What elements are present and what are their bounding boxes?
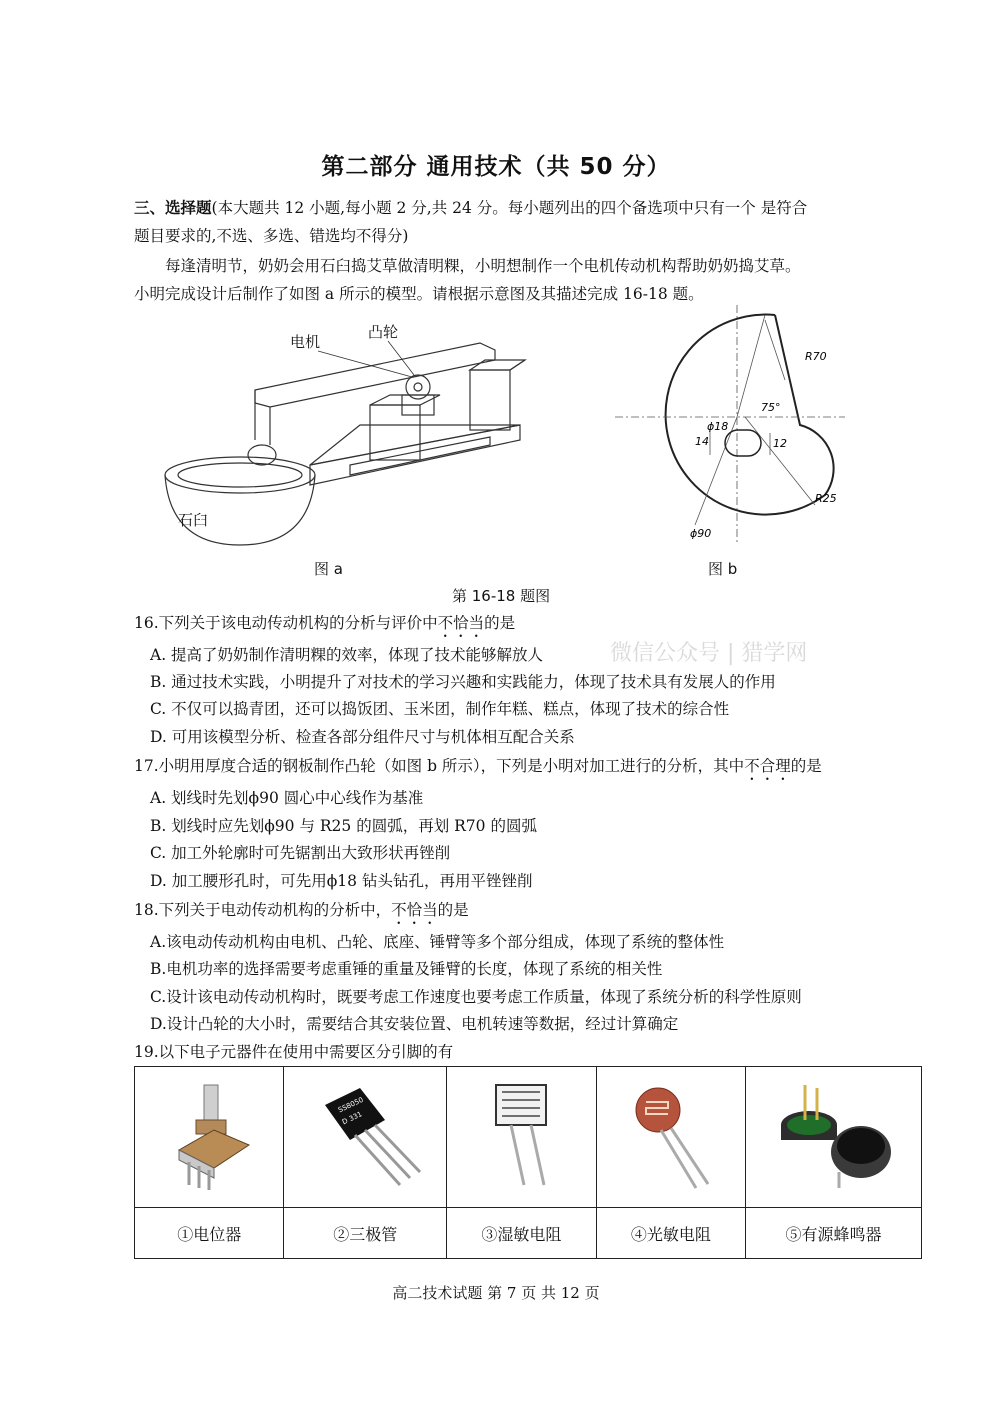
q17-stem: 17.小明用厚度合适的钢板制作凸轮（如图 b 所示），下列是小明对加工进行的分析，其中不合理的是	[134, 757, 822, 775]
potentiometer-icon	[154, 1080, 264, 1190]
page-title: 第二部分 通用技术（共 50 分）	[321, 154, 671, 180]
label-cam: 凸轮	[368, 323, 399, 341]
q18-stem: 18.下列关于电动传动机构的分析中，不恰当的是	[134, 901, 469, 919]
q18-option-d[interactable]: D.设计凸轮的大小时，需要结合其安装位置、电机转速等数据，经过计算确定	[150, 1015, 679, 1033]
photoresistor-icon	[616, 1080, 726, 1190]
section-description-line1: 三、选择题(本大题共 12 小题,每小题 2 分,共 24 分。每小题列出的四个备选项中只有一个 是符合	[134, 198, 808, 217]
q16-option-a[interactable]: A. 提高了奶奶制作清明粿的效率，体现了技术能够解放人	[150, 646, 544, 664]
figure-group-caption: 第 16-18 题图	[452, 587, 551, 605]
label-motor: 电机	[290, 333, 321, 351]
component-cell-3	[447, 1067, 596, 1208]
buzzer-icon	[769, 1080, 899, 1190]
label-mortar: 石臼	[178, 511, 209, 529]
component-label-5[interactable]: ⑤有源蜂鸣器	[746, 1208, 922, 1259]
humidity-sensor-icon	[466, 1080, 576, 1190]
q18-option-a[interactable]: A.该电动传动机构由电机、凸轮、底座、锤臂等多个部分组成，体现了系统的整体性	[150, 933, 725, 951]
q17-option-a[interactable]: A. 划线时先划ϕ90 圆心中心线作为基准	[150, 789, 424, 807]
q16-option-b[interactable]: B. 通过技术实践，小明提升了对技术的学习兴趣和实践能力，体现了技术具有发展人的作用	[150, 673, 776, 691]
label-angle: 75°	[761, 401, 781, 414]
figure-a-mechanism	[150, 315, 530, 555]
q18-option-b[interactable]: B.电机功率的选择需要考虑重锤的重量及锤臂的长度，体现了系统的相关性	[150, 960, 663, 978]
q17-option-b[interactable]: B. 划线时应先划ϕ90 与 R25 的圆弧，再划 R70 的圆弧	[150, 817, 537, 835]
component-label-3[interactable]: ③湿敏电阻	[447, 1208, 596, 1259]
component-cell-5	[746, 1067, 922, 1208]
q17-option-d[interactable]: D. 加工腰形孔时，可先用ϕ18 钻头钻孔，再用平锉锉削	[150, 872, 533, 890]
transistor-marking-1: SS8050	[337, 1095, 365, 1115]
q16-option-c[interactable]: C. 不仅可以捣青团，还可以捣饭团、玉米团，制作年糕、糕点，体现了技术的综合性	[150, 700, 730, 718]
component-label-2[interactable]: ②三极管	[284, 1208, 447, 1259]
transistor-icon	[305, 1080, 425, 1190]
figure-b-cam-drawing	[615, 305, 850, 550]
intro-line2: 小明完成设计后制作了如图 a 所示的模型。请根据示意图及其描述完成 16-18 题。	[134, 285, 704, 303]
page-footer: 高二技术试题 第 7 页 共 12 页	[392, 1284, 600, 1302]
component-label-1[interactable]: ①电位器	[135, 1208, 284, 1259]
label-phi90: ϕ90	[690, 527, 712, 540]
transistor-marking-2: D 331	[341, 1110, 364, 1127]
q16-option-d[interactable]: D. 可用该模型分析、检查各部分组件尺寸与机体相互配合关系	[150, 728, 575, 746]
component-cell-2	[284, 1067, 447, 1208]
label-r25: R25	[815, 492, 837, 505]
component-label-4[interactable]: ④光敏电阻	[596, 1208, 745, 1259]
label-dim14: 14	[695, 435, 709, 448]
component-cell-1	[135, 1067, 284, 1208]
label-r70: R70	[805, 350, 827, 363]
component-cell-4	[596, 1067, 745, 1208]
intro-line1: 每逢清明节，奶奶会用石臼捣艾草做清明粿，小明想制作一个电机传动机构帮助奶奶捣艾草。	[165, 257, 801, 275]
q18-option-c[interactable]: C.设计该电动传动机构时，既要考虑工作速度也要考虑工作质量，体现了系统分析的科学性原则	[150, 988, 802, 1006]
watermark: 微信公众号 | 猎学网	[610, 641, 808, 666]
figure-b-caption: 图 b	[708, 560, 738, 578]
component-table	[134, 1066, 922, 1259]
label-dim12: 12	[773, 437, 787, 450]
figure-a-caption: 图 a	[314, 560, 343, 578]
q19-stem: 19.以下电子元器件在使用中需要区分引脚的有	[134, 1043, 454, 1061]
section-heading: 三、选择题	[134, 198, 212, 217]
q17-option-c[interactable]: C. 加工外轮廓时可先锯割出大致形状再锉削	[150, 844, 451, 862]
q16-stem: 16.下列关于该电动传动机构的分析与评价中不恰当的是	[134, 614, 516, 632]
label-phi18: ϕ18	[707, 420, 729, 433]
section-description-line2: 题目要求的,不选、多选、错选均不得分)	[134, 227, 409, 245]
